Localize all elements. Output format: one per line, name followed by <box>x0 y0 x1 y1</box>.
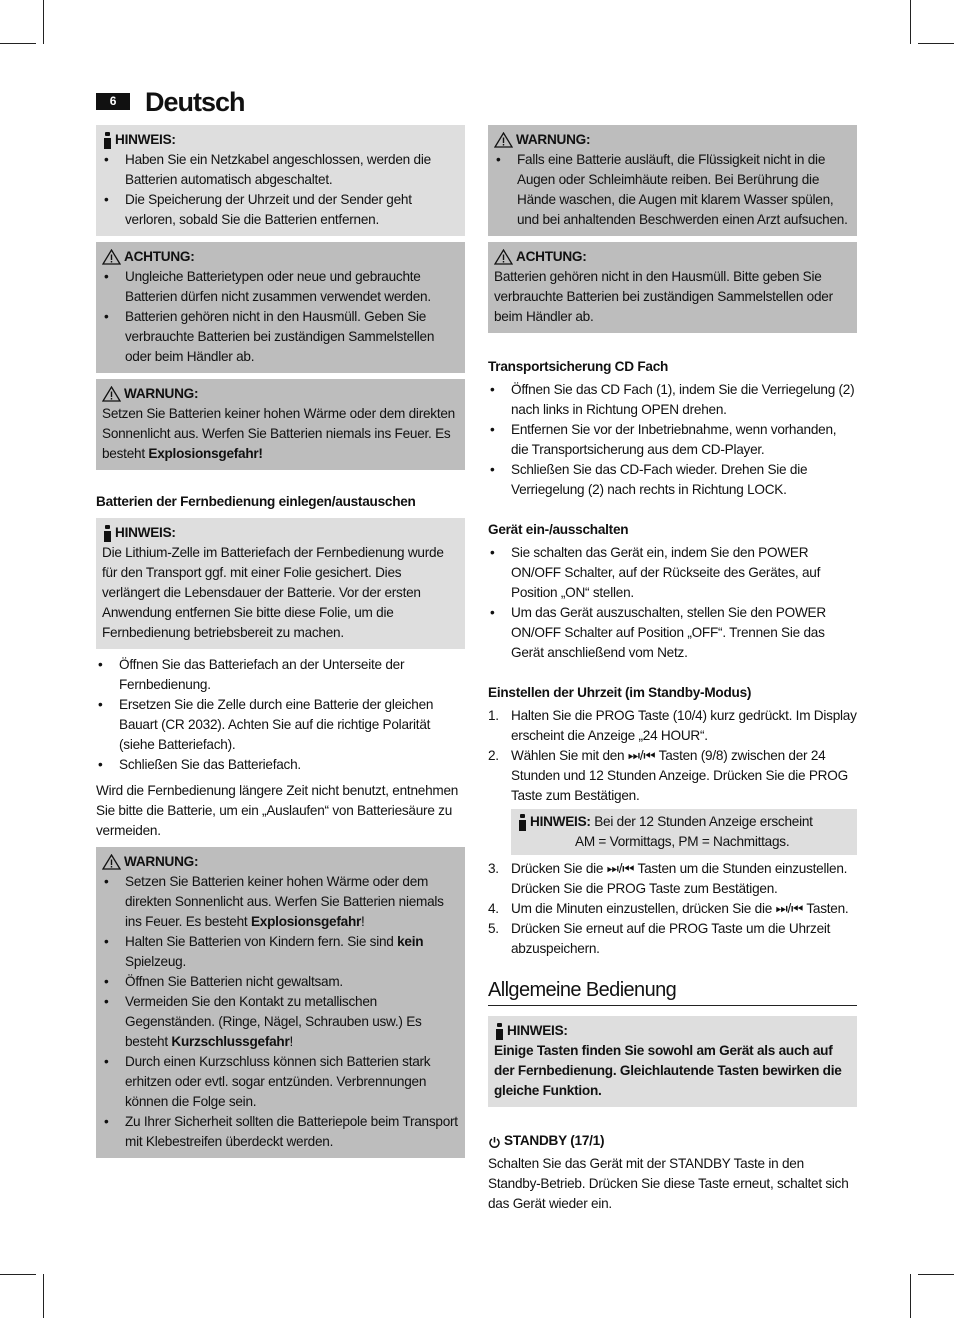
list-item: • Die Speicherung der Uhrzeit und der Sender geht verloren, sobald Sie die Batterien entfernen. <box>102 190 459 230</box>
section-heading: Transportsicherung CD Fach <box>488 359 669 374</box>
list-item: 5. Drücken Sie erneut auf die PROG Taste um die Uhrzeit abzuspeichern. <box>488 921 831 956</box>
achtung-box <box>96 242 465 373</box>
page-number: 6 <box>96 93 130 110</box>
hinweis-label: HINWEIS: <box>507 1023 568 1038</box>
list-item: • Öffnen Sie das Batteriefach an der Unterseite der Fernbedienung. <box>96 655 465 695</box>
list-item: • Ungleiche Batterietypen oder neue und gebrauchte Batterien dürfen nicht zusammen verwendet werden. <box>102 267 459 307</box>
skip-buttons-icon: ⏭/⏮ <box>627 748 656 763</box>
crop-mark <box>918 43 954 44</box>
warnung-label: WARNUNG: <box>124 854 199 869</box>
clock-steps <box>488 859 857 959</box>
warnung-list <box>102 872 459 1152</box>
skip-buttons-icon: ⏭/⏮ <box>606 861 635 876</box>
clock-steps <box>488 706 857 806</box>
warning-triangle-icon <box>494 132 513 148</box>
warning-triangle-icon <box>494 249 513 265</box>
list-item: • Falls eine Batterie ausläuft, die Flüssigkeit nicht in die Augen oder Schleimhäute reiben. Bei Berührung die Hände waschen, die Augen mit klarem Wasser spülen, und bei anhaltenden Beschwerden einen Arzt aufsuchen. <box>494 150 851 230</box>
standby-text: Schalten Sie das Gerät mit der STANDBY Taste in den Standby-Betrieb. Drücken Sie diese Taste erneut, schaltet sich das Gerät wieder ein. <box>488 1156 849 1211</box>
hinweis-list <box>102 150 459 230</box>
warnung-box <box>488 125 857 236</box>
list-item: • Entfernen Sie vor der Inbetriebnahme, wenn vorhanden, die Transportsicherung aus dem CD-Player. <box>488 420 857 460</box>
achtung-box <box>488 242 857 333</box>
warnung-label: WARNUNG: <box>516 132 591 147</box>
warning-triangle-icon <box>102 386 121 402</box>
list-item: 3. Drücken Sie die ⏭/⏮ Tasten um die Stunden einzustellen. Drücken Sie die PROG Taste zum Bestätigen. <box>488 861 848 896</box>
achtung-label: ACHTUNG: <box>124 249 195 264</box>
hinweis-box <box>488 1016 857 1107</box>
hinweis-text: Einige Tasten finden Sie sowohl am Gerät als auch auf der Fernbedienung. Gleichlautende Tasten bewirken die gleiche Funktion. <box>494 1043 842 1098</box>
info-icon <box>494 1023 504 1040</box>
achtung-text: Batterien gehören nicht in den Hausmüll. Bitte geben Sie verbrauchte Batterien bei zuständigen Sammelstellen oder beim Händler ab. <box>494 269 833 324</box>
crop-mark <box>43 1274 44 1318</box>
info-icon <box>102 525 112 542</box>
list-item: • Sie schalten das Gerät ein, indem Sie den POWER ON/OFF Schalter, auf der Rückseite des Gerätes, auf Position „ON“ stellen. <box>488 543 857 603</box>
power-list <box>488 543 857 663</box>
section-title: Allgemeine Bedienung <box>488 977 857 1006</box>
hinweis-box <box>96 518 465 649</box>
standby-heading: STANDBY (17/1) <box>488 1131 857 1151</box>
warnung-box <box>96 379 465 470</box>
achtung-list <box>102 267 459 367</box>
paragraph: Wird die Fernbedienung längere Zeit nicht benutzt, entnehmen Sie bitte die Batterie, um ein „Auslaufen“ von Batteriesäure zu vermeiden. <box>96 783 459 838</box>
crop-mark <box>0 43 36 44</box>
list-item: • Haben Sie ein Netzkabel angeschlossen, werden die Batterien automatisch abgeschaltet. <box>102 150 459 190</box>
warning-triangle-icon <box>102 249 121 265</box>
crop-mark <box>43 0 44 44</box>
section-heading: Gerät ein-/ausschalten <box>488 522 629 537</box>
warnung-text: Setzen Sie Batterien keiner hohen Wärme oder dem direkten Sonnenlicht aus. Werfen Sie Batterien niemals ins Feuer. Es besteht Explosionsgefahr! <box>102 406 455 461</box>
list-item: • Durch einen Kurzschluss können sich Batterien stark erhitzen oder evtl. sogar entzünden. Verbrennungen können die Folge sein. <box>102 1052 459 1112</box>
crop-mark <box>918 1274 954 1275</box>
hinweis-text: Die Lithium-Zelle im Batteriefach der Fernbedienung wurde für den Transport ggf. mit einer Folie gesichert. Dies verlängert die Lebensdauer der Batterie. Vor der ersten Anwendung entfernen Sie bitte diese Folie, um die Fernbedienung betriebsbereit zu machen. <box>102 545 444 640</box>
info-icon <box>102 132 112 149</box>
list-item: • Schließen Sie das Batteriefach. <box>96 755 465 775</box>
hinweis-note: HINWEIS: Bei der 12 Stunden Anzeige erscheint AM = Vormittags, PM = Nachmittags. <box>511 809 857 855</box>
list-item: • Vermeiden Sie den Kontakt zu metallischen Gegenständen. (Ringe, Nägel, Schrauben usw.) Es besteht Kurzschlussgefahr! <box>102 992 459 1052</box>
warnung-label: WARNUNG: <box>124 386 199 401</box>
list-item: • Batterien gehören nicht in den Hausmüll. Geben Sie verbrauchte Batterien bei zuständigen Sammelstellen oder beim Händler ab. <box>102 307 459 367</box>
info-icon <box>517 814 527 831</box>
skip-buttons-icon: ⏭/⏮ <box>775 901 804 916</box>
left-column <box>96 125 465 1164</box>
section-heading: Batterien der Fernbedienung einlegen/austauschen <box>96 494 416 509</box>
list-item: • Schließen Sie das CD-Fach wieder. Drehen Sie die Verriegelung (2) nach rechts in Richtung LOCK. <box>488 460 857 500</box>
steps-list <box>96 655 465 775</box>
warnung-box <box>96 847 465 1158</box>
section-heading: Einstellen der Uhrzeit (im Standby-Modus) <box>488 685 752 700</box>
transport-list <box>488 380 857 500</box>
list-item: • Öffnen Sie Batterien nicht gewaltsam. <box>102 972 459 992</box>
list-item: • Um das Gerät auszuschalten, stellen Sie den POWER ON/OFF Schalter auf Position „OFF“. Trennen Sie das Gerät anschließend vom Netz. <box>488 603 857 663</box>
page-title: Deutsch <box>145 87 245 117</box>
list-item: • Zu Ihrer Sicherheit sollten die Batteriepole beim Transport mit Klebestreifen überdeckt werden. <box>102 1112 459 1152</box>
right-column <box>488 125 857 1214</box>
crop-mark <box>910 0 911 44</box>
list-item: • Öffnen Sie das CD Fach (1), indem Sie die Verriegelung (2) nach links in Richtung OPEN drehen. <box>488 380 857 420</box>
hinweis-label: HINWEIS: <box>115 132 176 147</box>
warning-triangle-icon <box>102 854 121 870</box>
power-icon <box>488 1135 501 1148</box>
hinweis-label: HINWEIS: <box>115 525 176 540</box>
list-item: • Setzen Sie Batterien keiner hohen Wärme oder dem direkten Sonnenlicht aus. Werfen Sie Batterien niemals ins Feuer. Es besteht Explosionsgefahr! <box>102 872 459 932</box>
list-item: 1. Halten Sie die PROG Taste (10/4) kurz gedrückt. Im Display erscheint die Anzeige „24 HOUR“. <box>488 708 857 743</box>
warnung-list <box>494 150 851 230</box>
list-item: 2. Wählen Sie mit den ⏭/⏮ Tasten (9/8) zwischen der 24 Stunden und 12 Stunden Anzeige. Drücken Sie die PROG Taste zum Bestätigen. <box>488 748 848 803</box>
list-item: • Ersetzen Sie die Zelle durch eine Batterie der gleichen Bauart (CR 2032). Achten Sie auf die richtige Polarität (siehe Batteriefach). <box>96 695 465 755</box>
list-item: 4. Um die Minuten einzustellen, drücken Sie die ⏭/⏮ Tasten. <box>488 901 849 916</box>
list-item: • Halten Sie Batterien von Kindern fern. Sie sind kein Spielzeug. <box>102 932 459 972</box>
hinweis-box <box>96 125 465 236</box>
crop-mark <box>0 1274 36 1275</box>
crop-mark <box>910 1274 911 1318</box>
achtung-label: ACHTUNG: <box>516 249 587 264</box>
